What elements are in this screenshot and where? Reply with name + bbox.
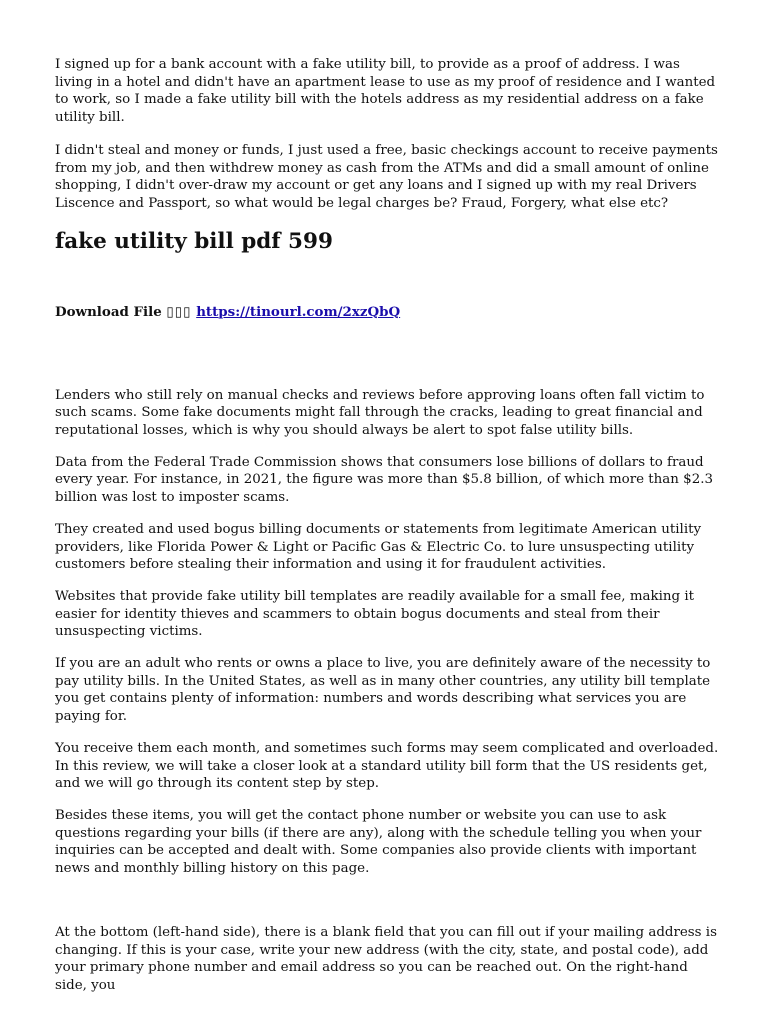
body-paragraph: Lenders who still rely on manual checks and reviews before approving loans often fall victim to such scams. Some fake documents might fall through the cracks, leading to great financial and reputational losses, which is why you should always be alert to spot false utility bills. — [55, 387, 705, 439]
download-glyphs: ▯▯▯ — [166, 304, 192, 320]
download-label: Download File — [55, 303, 162, 320]
body-paragraph: If you are an adult who rents or owns a place to live, you are definitely aware of the necessity to pay utility bills. In the United States, as well as in many other countries, any utility bill template you get contains plenty of information: numbers and words describing what services you are paying for. — [55, 656, 711, 725]
download-line — [55, 303, 720, 322]
body-paragraph: Besides these items, you will get the contact phone number or website you can use to ask questions regarding your bills (if there are any), along with the schedule telling you when your inquiries can be accepted and dealt with. Some companies also provide clients with important news and monthly billing history on this page. — [55, 807, 702, 877]
article-body — [55, 387, 720, 878]
download-link[interactable]: https://tinourl.com/2xzQbQ — [196, 303, 401, 320]
body-paragraph: Websites that provide fake utility bill templates are readily available for a small fee, making it easier for identity thieves and scammers to obtain bogus documents and steal from their unsuspecting victims. — [55, 588, 695, 640]
body-paragraph: Data from the Federal Trade Commission shows that consumers lose billions of dollars to fraud every year. For instance, in 2021, the figure was more than $5.8 billion, of which more than $2.3 billion was lost to imposter scams. — [55, 454, 713, 506]
intro-paragraph-2: I didn't steal and money or funds, I just used a free, basic checkings account to receive payments from my job, and then withdrew money as cash from the ATMs and did a small amount of online shopping, I didn't over-draw my account or get any loans and I signed up with my real Drivers Liscence and Passport, so what would be legal charges be? Fraud, Forgery, what else etc? — [55, 142, 718, 211]
body-paragraph: You receive them each month, and sometimes such forms may seem complicated and overloaded. In this review, we will take a closer look at a standard utility bill form that the US residents get, and we will go through its content step by step. — [55, 740, 719, 792]
document-page — [55, 56, 720, 995]
final-paragraph: At the bottom (left-hand side), there is a blank field that you can fill out if your mailing address is changing. If this is your case, write your new address (with the city, state, and postal code), add your primary phone number and email address so you can be reached out. On the right-hand side, you — [55, 924, 717, 993]
body-paragraph: They created and used bogus billing documents or statements from legitimate American utility providers, like Florida Power & Light or Pacific Gas & Electric Co. to lure unsuspecting utility customers before stealing their information and using it for fraudulent activities. — [55, 521, 702, 573]
page-title: fake utility bill pdf 599 — [55, 228, 333, 254]
intro-paragraph-1: I signed up for a bank account with a fake utility bill, to provide as a proof of address. I was living in a hotel and didn't have an apartment lease to use as my proof of residence and I wanted to work, so I made a fake utility bill with the hotels address as my residential address on a fake utility bill. — [55, 57, 716, 126]
